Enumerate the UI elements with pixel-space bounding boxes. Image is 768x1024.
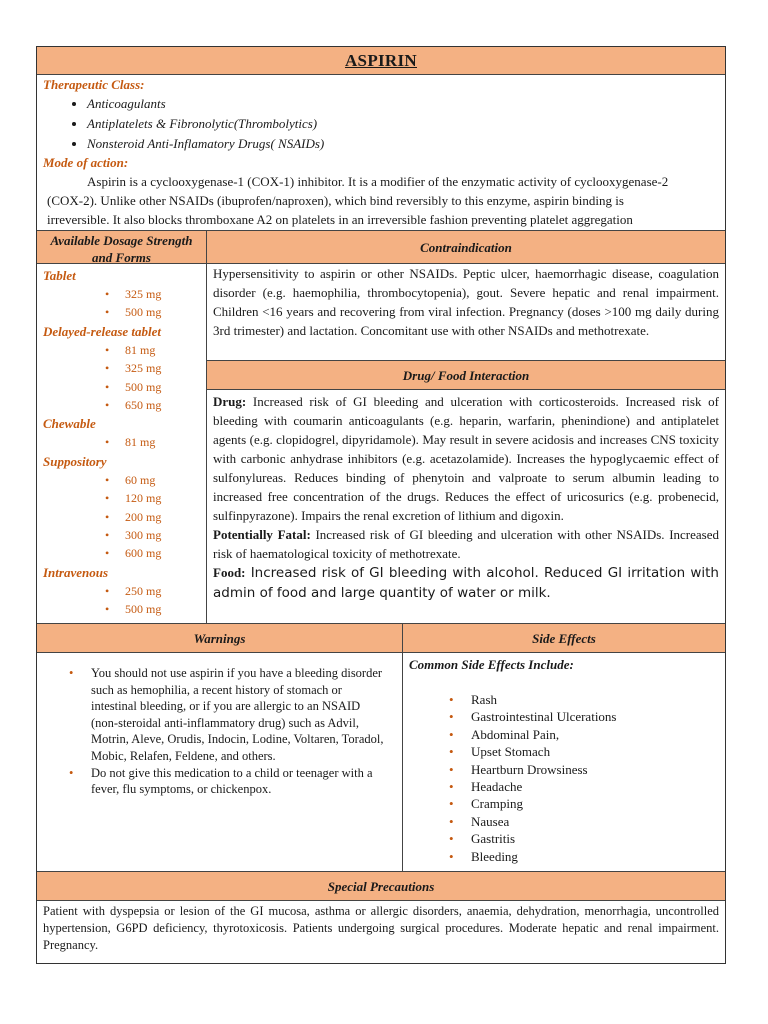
contraindication-header: Contraindication xyxy=(207,230,725,264)
dosage-form-name: Suppository xyxy=(43,453,107,469)
dosage-list xyxy=(43,582,206,619)
dosage-item: • 120 mg xyxy=(105,489,206,507)
warning-item: • Do not give this medication to a child or teenager with a fever, flu symptoms, or chickenpox. xyxy=(91,765,390,798)
dosage-item: • 325 mg xyxy=(105,359,206,377)
fatal-text: Increased risk of GI bleeding and ulceration with other NSAIDs. Increased risk of haematological toxicity of methotrexate. xyxy=(213,527,719,561)
warnings-section xyxy=(37,653,403,871)
dosage-list xyxy=(43,471,206,563)
side-effect-item: • Rash xyxy=(471,691,719,708)
side-effect-item: • Bleeding xyxy=(471,848,719,865)
fatal-interaction xyxy=(213,525,719,563)
dosage-form-name: Intravenous xyxy=(43,564,109,580)
side-effect-item: • Headache xyxy=(471,778,719,795)
dosage-form-name: Delayed-release tablet xyxy=(43,323,162,339)
special-precautions-text: Patient with dyspepsia or lesion of the GI mucosa, asthma or allergic disorders, anaemia, dehydration, menorrhagia, uncontrolled hypertension, G6PD deficiency, thyrotoxicosis. Patients undergoing surgical procedures. Moderate hepatic and renal impairment. Pregnancy. xyxy=(43,904,719,952)
dosage-header-line: and Forms xyxy=(92,250,151,265)
dosage-item: • 60 mg xyxy=(105,471,206,489)
warnings-list xyxy=(37,665,390,798)
side-effect-item: • Gastritis xyxy=(471,830,719,847)
mode-of-action-text xyxy=(43,172,719,229)
therapeutic-class-item: • Anticoagulants xyxy=(87,94,719,114)
food-interaction xyxy=(213,563,719,603)
warnings-header: Warnings xyxy=(37,623,403,653)
side-effect-item: • Upset Stomach xyxy=(471,743,719,760)
mode-line: Aspirin is a cyclooxygenase-1 (COX-1) inhibitor. It is a modifier of the enzymatic activity of cyclooxygenase-2 xyxy=(87,174,669,189)
mode-line: (COX-2). Unlike other NSAIDs (ibuprofen/naproxen), which bind reversibly to this enzyme, aspirin binding is xyxy=(47,193,624,208)
side-effect-item: • Gastrointestinal Ulcerations xyxy=(471,708,719,725)
dosage-form-name: Tablet xyxy=(43,268,76,283)
dosage-item: • 500 mg xyxy=(105,600,206,618)
food-text: Increased risk of GI bleeding with alcohol. Reduced GI irritation with admin of food and large quantity of water or milk. xyxy=(213,565,719,601)
dosage-item: • 300 mg xyxy=(105,526,206,544)
side-effect-item: • Heartburn Drowsiness xyxy=(471,761,719,778)
side-effects-list xyxy=(409,691,719,865)
interaction-header: Drug/ Food Interaction xyxy=(207,360,725,390)
side-effects-section xyxy=(403,653,725,871)
drug-label: Drug: xyxy=(213,394,247,409)
side-effect-item: • Abdominal Pain, xyxy=(471,726,719,743)
drug-text: Increased risk of GI bleeding and ulceration with corticosteroids. Increased risk of bleeding with coumarin anticoagulants (e.g. heparin, warfarin, phenindione) and antiplatelet agents (e.g. clopidogrel, dipyridamole). May result in severe acidosis and increases CNS toxicity with carbonic anhydrase inhibitors (e.g. acetazolamide). Increases the hypoglycaemic effect of sulfonylureas. Reduces binding of phenytoin and valproate to serum albumin leading to increased free concentration of the drugs. Reduces the effect of uricosurics (e.g. probenecid, sulfinpyrazone). Impairs the renal excretion of lithium and digoxin. xyxy=(213,394,719,523)
dosage-item: • 81 mg xyxy=(105,433,206,451)
therapeutic-class-item: • Antiplatelets & Fibronolytic(Thrombolytics) xyxy=(87,114,719,134)
dosage-item: • 500 mg xyxy=(105,303,206,321)
dosage-item: • 325 mg xyxy=(105,285,206,303)
dosage-forms xyxy=(37,264,207,623)
food-label: Food: xyxy=(213,565,246,580)
side-effect-item: • Cramping xyxy=(471,795,719,812)
dosage-item: • 650 mg xyxy=(105,396,206,414)
contraindication-text: Hypersensitivity to aspirin or other NSAIDs. Peptic ulcer, haemorrhagic disease, coagulation disorder (e.g. haemophilia, thrombocytopenia), gout. Severe hepatic and renal impairment. Children <16 years and recovering from viral infection. Pregnancy (doses >100 mg daily during 3rd trimester) and lactation. Concomitant use with other NSAIDs and methotrexate. xyxy=(213,266,719,338)
dosage-item: • 250 mg xyxy=(105,582,206,600)
dosage-list xyxy=(43,433,206,451)
dosage-header-line: Available Dosage Strength xyxy=(50,233,193,248)
overview-section xyxy=(37,75,725,230)
therapeutic-class-item: • Nonsteroid Anti-Inflamatory Drugs( NSAIDs) xyxy=(87,134,719,154)
dosage-item: • 600 mg xyxy=(105,544,206,562)
dosage-item: • 81 mg xyxy=(105,341,206,359)
mode-of-action-label: Mode of action: xyxy=(43,155,129,170)
dosage-header xyxy=(37,230,207,264)
therapeutic-class-list xyxy=(43,94,719,154)
dosage-list xyxy=(43,285,206,322)
interaction-body xyxy=(207,390,725,623)
special-precautions-header: Special Precautions xyxy=(37,871,725,901)
warning-item: • You should not use aspirin if you have a bleeding disorder such as hemophilia, a recent history of stomach or intestinal bleeding, or if you are allergic to an NSAID (non-steroidal anti-inflammatory drug) such as Advil, Motrin, Aleve, Orudis, Indocin, Lodine, Voltaren, Toradol, Mobic, Relafen, Feldene, and others. xyxy=(91,665,390,765)
side-effects-header: Side Effects xyxy=(403,623,725,653)
therapeutic-class-label: Therapeutic Class: xyxy=(43,77,145,92)
fatal-label: Potentially Fatal: xyxy=(213,527,311,542)
dosage-list xyxy=(43,341,206,415)
page-title: ASPIRIN xyxy=(37,47,725,75)
side-effect-item: • Nausea xyxy=(471,813,719,830)
dosage-item: • 500 mg xyxy=(105,378,206,396)
aspirin-drug-card xyxy=(36,46,726,964)
mode-line: irreversible. It also blocks thromboxane A2 on platelets in an irreversible fashion preventing platelet aggregation xyxy=(47,212,633,227)
dosage-form-name: Chewable xyxy=(43,416,96,432)
drug-interaction xyxy=(213,392,719,525)
side-effects-subtitle: Common Side Effects Include: xyxy=(409,657,574,672)
dosage-item: • 200 mg xyxy=(105,508,206,526)
